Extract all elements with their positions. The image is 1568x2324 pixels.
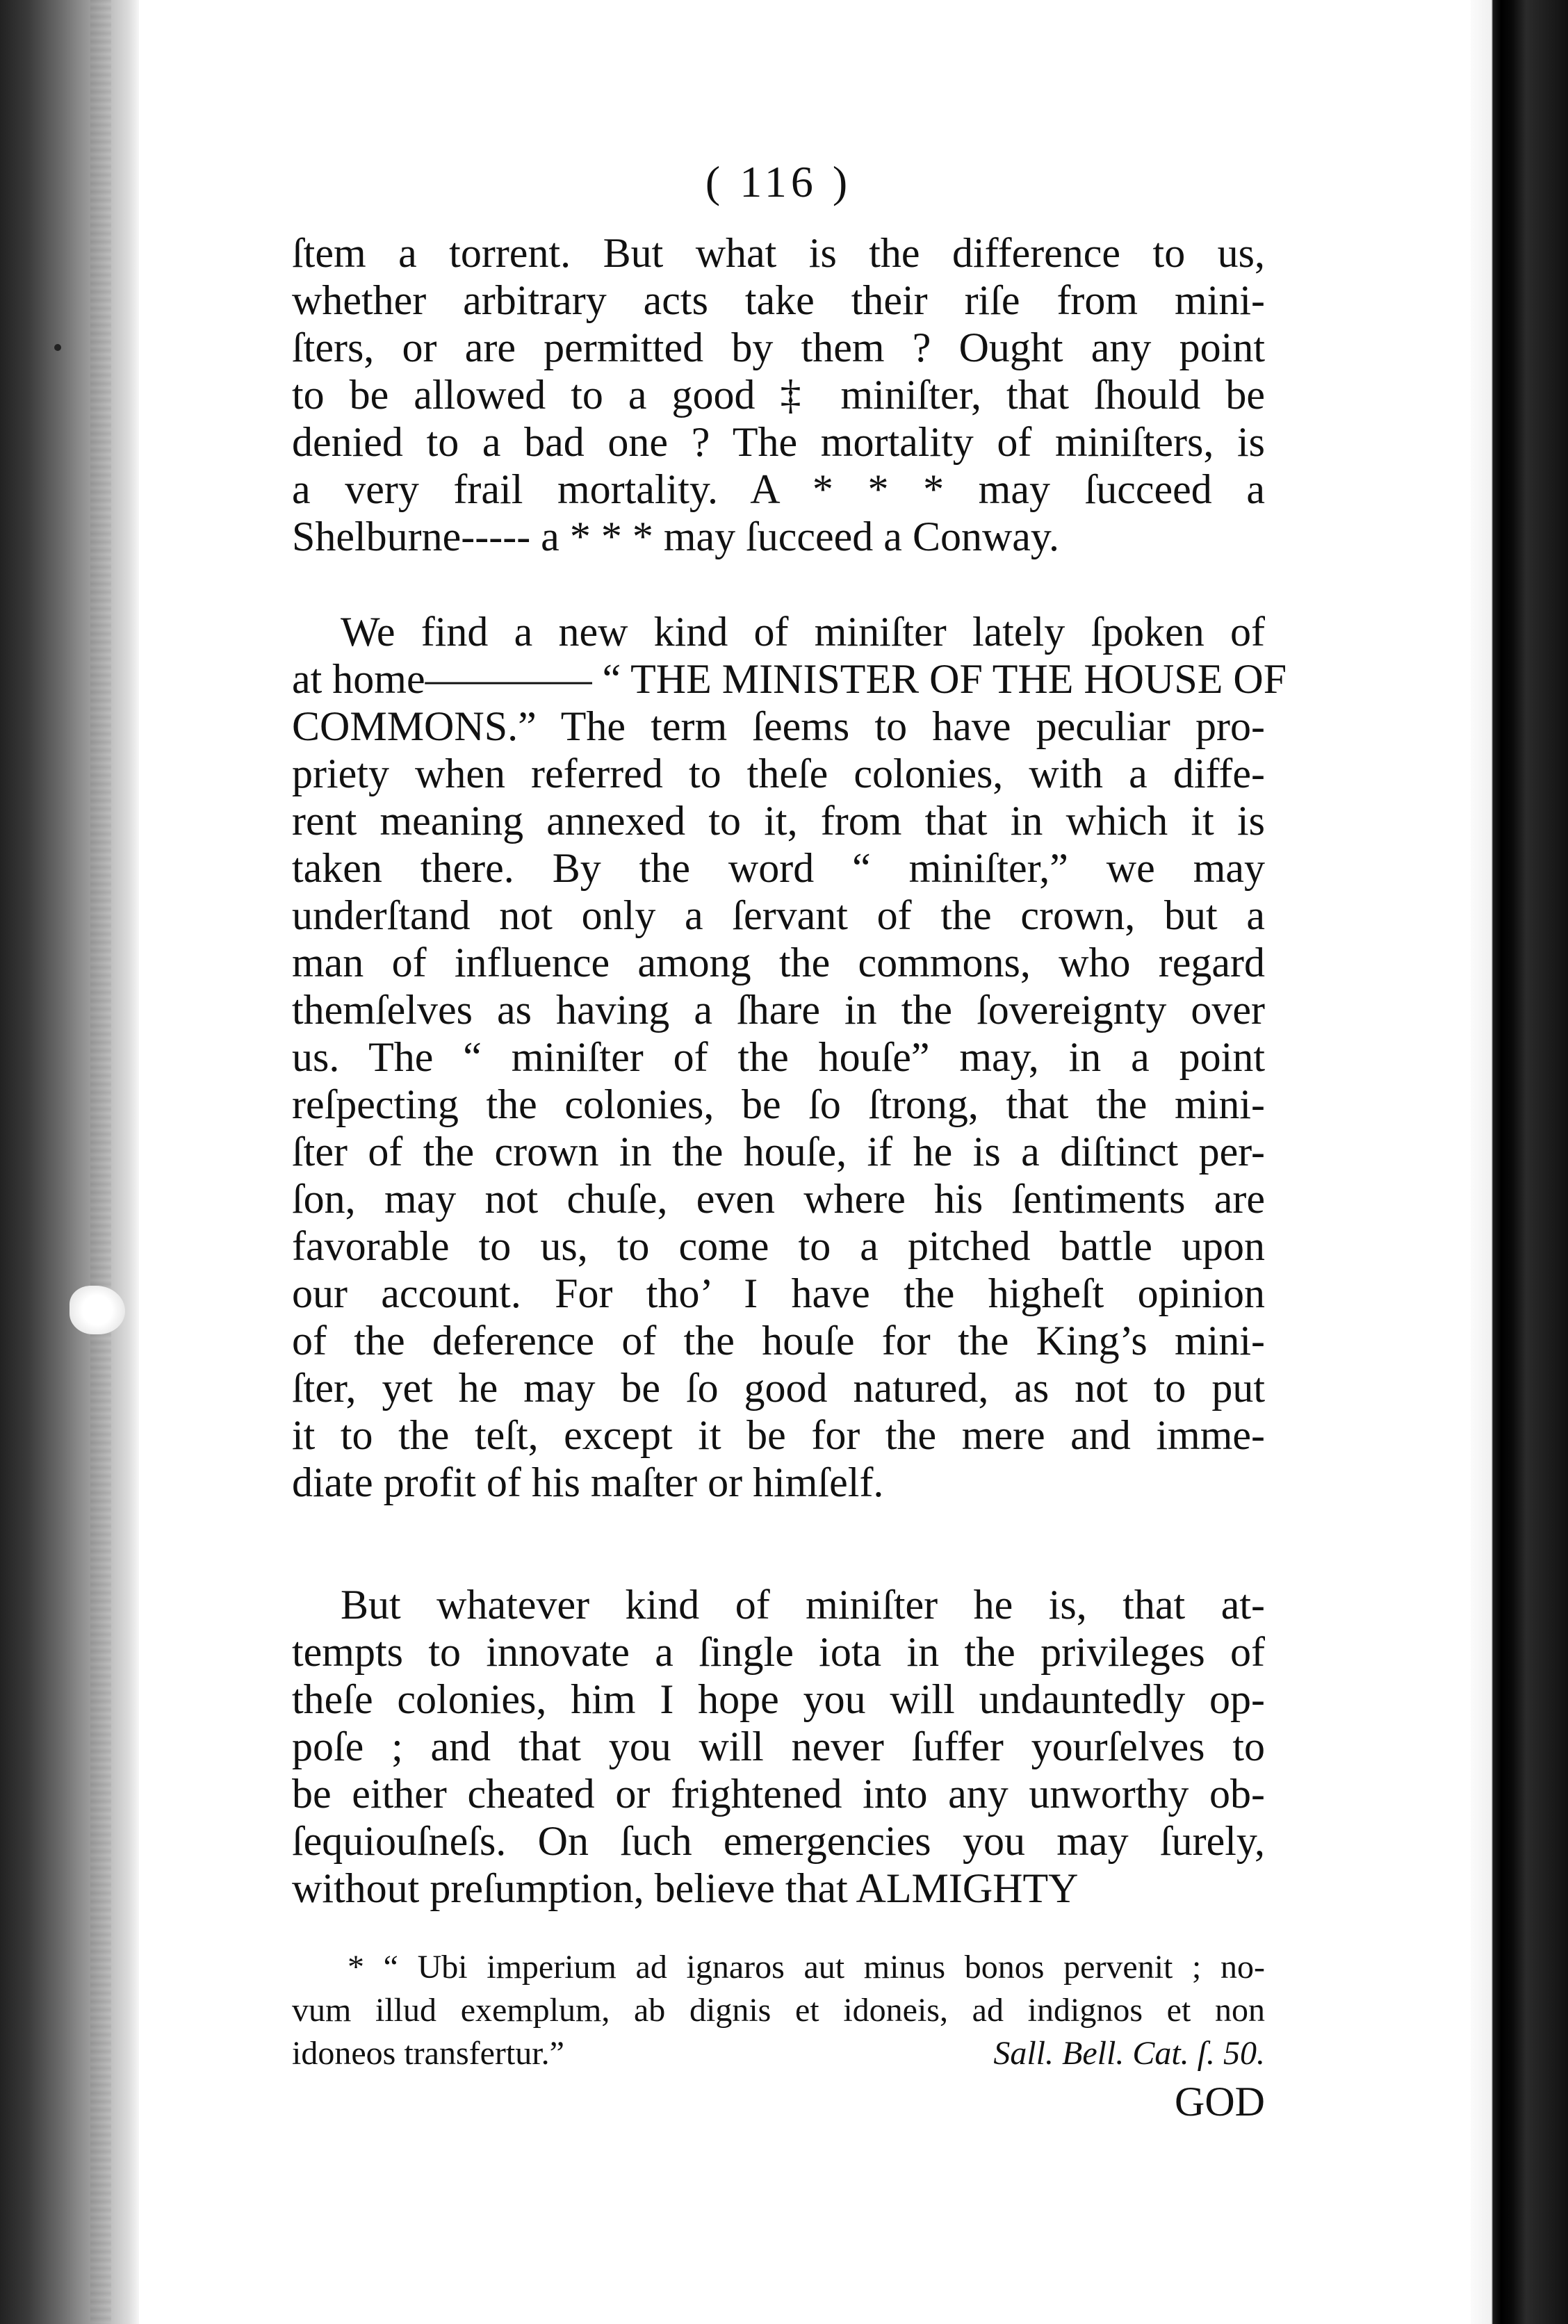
text-line: We find a new kind of miniſter lately ſpoken of xyxy=(341,609,1265,655)
text-line: denied to a bad one ? The mortality of miniſters, is xyxy=(292,419,1265,465)
paragraph-2 xyxy=(292,608,1287,1506)
text-line: poſe ; and that you will never ſuffer yourſelves to xyxy=(292,1724,1265,1769)
text-line: a very frail mortality. A * * * may ſucceed a xyxy=(292,466,1265,512)
footnote-citation: Sall. Bell. Cat. ſ. 50. xyxy=(993,2035,1265,2072)
text-line: ſon, may not chuſe, even where his ſentiments are xyxy=(292,1176,1265,1222)
text-line: But whatever kind of miniſter he is, that at- xyxy=(341,1582,1265,1628)
footnote xyxy=(292,1946,1265,2075)
text-line: ſter of the crown in the houſe, if he is a diſtinct per- xyxy=(292,1129,1265,1175)
text-line: our account. For tho’ I have the higheſt opinion xyxy=(292,1270,1265,1316)
book-gutter xyxy=(0,0,139,2324)
paper-blemish xyxy=(70,1286,125,1334)
text-line: at home———— “ THE MINISTER OF THE HOUSE OF xyxy=(292,656,1287,702)
page-text-block xyxy=(292,0,1287,2324)
text-line: COMMONS.” The term ſeems to have peculiar pro- xyxy=(292,703,1265,749)
text-line: us. The “ miniſter of the houſe” may, in a point xyxy=(292,1034,1265,1080)
text-line: taken there. By the word “ miniſter,” we may xyxy=(292,845,1265,891)
ink-speck xyxy=(54,344,61,351)
text-line: to be allowed to a good ‡ miniſter, that ſhould be xyxy=(292,372,1265,418)
text-line: it to the teſt, except it be for the mere and imme- xyxy=(292,1412,1265,1458)
footnote-line: idoneos transfertur.” xyxy=(292,2035,564,2072)
text-line: favorable to us, to come to a pitched battle upon xyxy=(292,1223,1265,1269)
text-line: themſelves as having a ſhare in the ſovereignty over xyxy=(292,987,1265,1033)
text-line: Shelburne----- a * * * may ſucceed a Conway. xyxy=(292,514,1060,559)
paragraph-1 xyxy=(292,229,1265,560)
text-line: ſtem a torrent. But what is the difference to us, xyxy=(292,230,1265,276)
text-line: ſter, yet he may be ſo good natured, as not to put xyxy=(292,1365,1265,1411)
gutter-shadow xyxy=(90,0,111,2324)
text-line: diate profit of his maſter or himſelf. xyxy=(292,1459,884,1505)
text-line: whether arbitrary acts take their riſe from mini- xyxy=(292,277,1265,323)
footnote-line: vum illud exemplum, ab dignis et idoneis, ad indignos et non xyxy=(292,1992,1265,2029)
paragraph-3 xyxy=(292,1581,1265,1912)
catchword: GOD xyxy=(1175,2079,1265,2125)
text-line: without preſumption, believe that ALMIGHTY xyxy=(292,1865,1079,1911)
text-line: ſequiouſneſs. On ſuch emergencies you may ſurely, xyxy=(292,1818,1265,1864)
text-line: tempts to innovate a ſingle iota in the privileges of xyxy=(292,1629,1265,1675)
text-line: man of influence among the commons, who regard xyxy=(292,940,1265,985)
text-line: priety when referred to theſe colonies, with a diffe- xyxy=(292,751,1265,796)
footnote-line: * “ Ubi imperium ad ignaros aut minus bonos pervenit ; no- xyxy=(348,1949,1265,1986)
text-line: rent meaning annexed to it, from that in which it is xyxy=(292,798,1265,844)
page-number: ( 116 ) xyxy=(705,157,852,206)
text-line: be either cheated or frightened into any unworthy ob- xyxy=(292,1771,1265,1817)
text-line: of the deference of the houſe for the King’s mini- xyxy=(292,1318,1265,1364)
text-line: underſtand not only a ſervant of the crown, but a xyxy=(292,892,1265,938)
text-line: ſters, or are permitted by them ? Ought any point xyxy=(292,325,1265,370)
text-line: theſe colonies, him I hope you will undauntedly op- xyxy=(292,1676,1265,1722)
right-page-edge xyxy=(1471,0,1568,2324)
footnote-last-line xyxy=(292,2032,1265,2075)
text-line: reſpecting the colonies, be ſo ſtrong, that the mini- xyxy=(292,1081,1265,1127)
